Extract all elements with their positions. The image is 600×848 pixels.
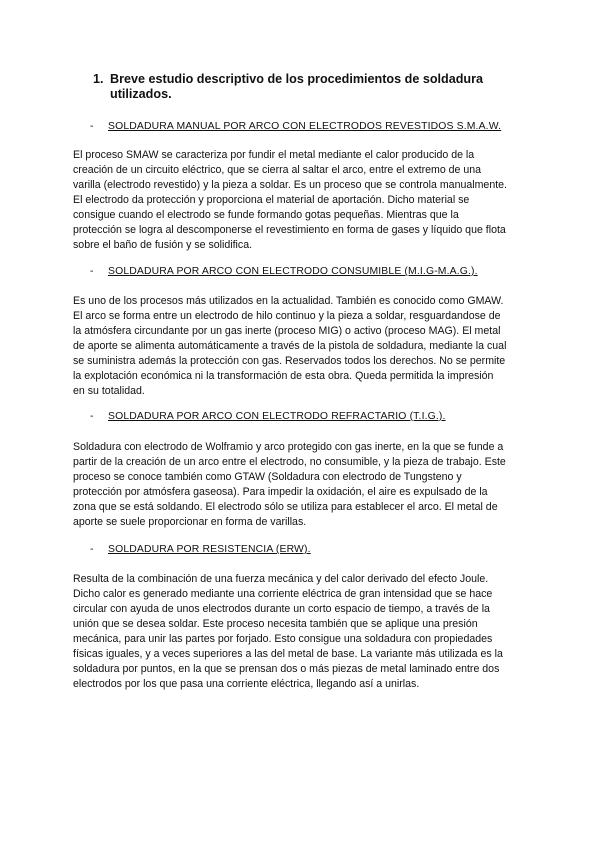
subsection-title-erw: - SOLDADURA POR RESISTENCIA (ERW). xyxy=(90,544,311,555)
paragraph-tig: Soldadura con electrodo de Wolframio y arco protegido con gas inerte, en la que se funde a partir de la creación de un arco entre el electrodo, no consumible, y la pieza de trabajo. Este proceso se conoce también como GTAW (Soldadura con electrodo de Tungsteno y protección por atmósfera gaseosa). Para impedir la oxidación, el aire es expulsado de la zona que se está soldando. El electrodo sólo se utiliza para establecer el arco. El metal de aporte se suele proporcionar en forma de varillas. xyxy=(73,441,506,528)
subsection-title-tig: - SOLDADURA POR ARCO CON ELECTRODO REFRACTARIO (T.I.G.). xyxy=(90,411,446,422)
heading-text: Breve estudio descriptivo de los procedimientos de soldadura utilizados. xyxy=(110,72,484,101)
subsection-title-mig-mag: - SOLDADURA POR ARCO CON ELECTRODO CONSUMIBLE (M.I.G-M.A.G.). xyxy=(90,266,478,277)
heading-number: 1. xyxy=(93,72,104,86)
subsection-title-smaw: - SOLDADURA MANUAL POR ARCO CON ELECTRODOS REVESTIDOS S.M.A.W. xyxy=(90,121,502,132)
paragraph-mig-mag: Es uno de los procesos más utilizados en la actualidad. También es conocido como GMAW. El arco se forma entre un electrodo de hilo continuo y la pieza a soldar, resguardandose de la atmósfera circundante por un gas inerte (proceso MIG) o activo (proceso MAG). El metal de aporte se alimenta automáticamente a través de la pistola de soldadura, mediante la cual se suministra además la protección con gas. Reservados todos los derechos. No se permite la explotación económica ni la transformación de esta obra. Queda permitida la impresión en su totalidad. xyxy=(73,295,507,397)
paragraph-smaw: El proceso SMAW se caracteriza por fundir el metal mediante el calor producido de la creación de un circuito eléctrico, que se cierra al saltar el arco, entre el extremo de una varilla (electrodo revestido) y la pieza a soldar. Es un proceso que se controla manualmente. El electrodo da protección y proporciona el material de aportación. Dicho material se consigue cuando el electrodo se funde formando gotas pequeñas. Mientras que la protección se logra al descomponerse el revestimiento en forma de gases y líquido que flota sobre el baño de fusión y se solidifica. xyxy=(73,149,507,251)
section-heading xyxy=(93,72,493,102)
paragraph-erw: Resulta de la combinación de una fuerza mecánica y del calor derivado del efecto Joule. Dicho calor es generado mediante una corriente eléctrica de gran intensidad que se hace circular con ayuda de unos electrodos durante un corto espacio de tiempo, a través de la unión que se desea soldar. Este proceso necesita también que se aplique una presión mecánica, para unir las partes por forjado. Esto consigue una soldadura con propiedades físicas iguales, y a veces superiores a las del metal de base. La variante más utilizada es la soldadura por puntos, en la que se prensan dos o más piezas de metal laminado entre dos electrodos por los que pasa una corriente eléctrica, llegando así a unirlas. xyxy=(73,573,503,690)
